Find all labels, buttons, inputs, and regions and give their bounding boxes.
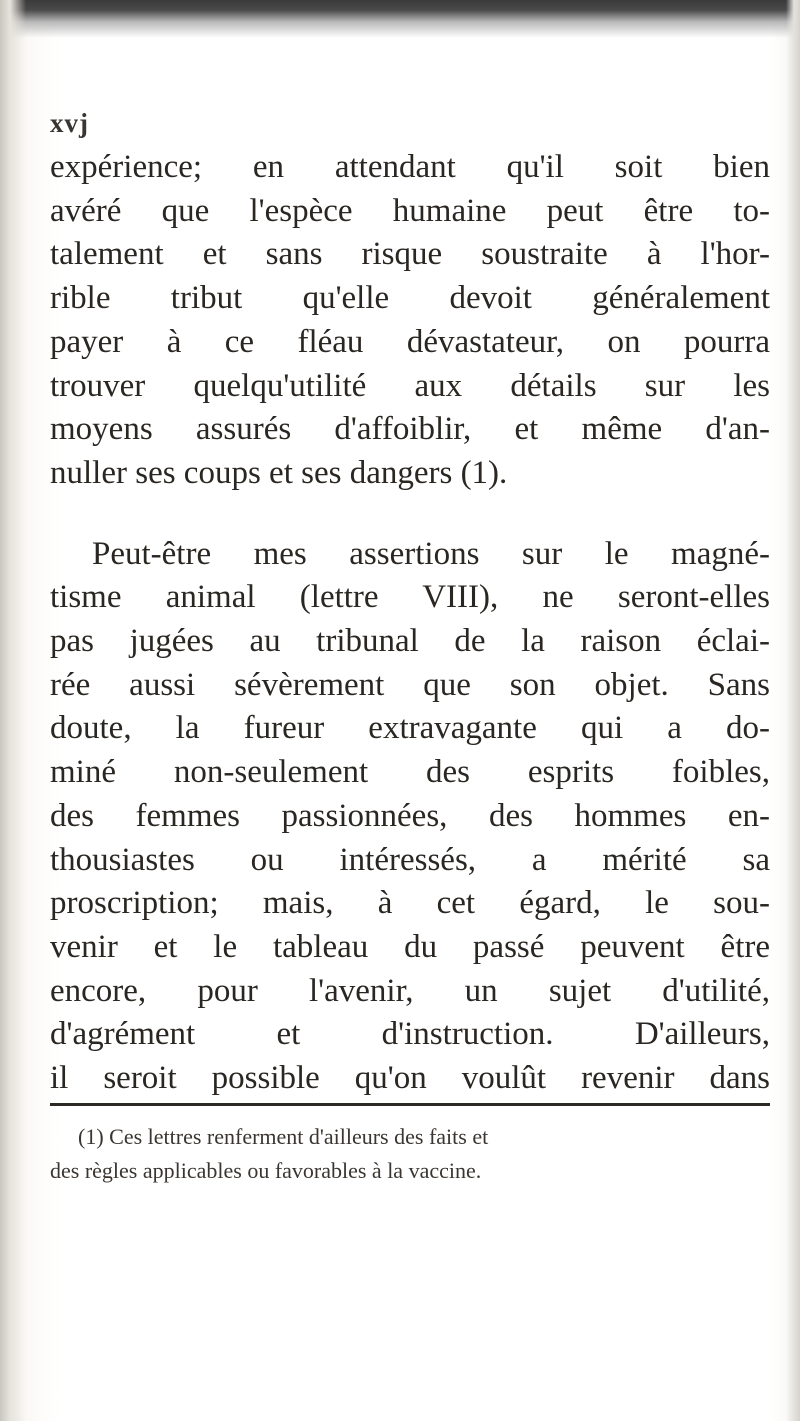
text-line: rible tribut qu'elle devoit généralement [50, 280, 770, 317]
text-line: payer à ce fléau dévastateur, on pourra [50, 323, 770, 360]
footnote-line: des règles applicables ou favorables à la vaccine. [50, 1158, 482, 1183]
page-number: xvj [50, 108, 89, 138]
text-line: il seroit possible qu'on voulût revenir dans [50, 1060, 770, 1097]
text-line: miné non-seulement des esprits foibles, [50, 754, 770, 791]
text-line: avéré que l'espèce humaine peut être to- [50, 192, 770, 229]
text-line: expérience; en attendant qu'il soit bien [50, 149, 770, 185]
body-text [50, 146, 770, 1101]
page-top-shadow [0, 0, 800, 38]
paragraph-1 [50, 146, 770, 496]
text-line: moyens assurés d'affoiblir, et même d'an- [50, 411, 770, 448]
text-line: tisme animal (lettre VIII), ne seront-elles [50, 579, 770, 616]
text-line: doute, la fureur extravagante qui a do- [50, 710, 770, 747]
text-line: encore, pour l'avenir, un sujet d'utilité, [50, 972, 770, 1009]
text-line: des femmes passionnées, des hommes en- [50, 797, 770, 834]
text-line: pas jugées au tribunal de la raison éclai- [50, 623, 770, 660]
text-line: Peut-être mes assertions sur le magné- [92, 535, 770, 572]
text-line: rée aussi sévèrement que son objet. Sans [50, 666, 770, 703]
text-line: thousiastes ou intéressés, a mérité sa [50, 841, 770, 878]
text-line: venir et le tableau du passé peuvent être [50, 928, 770, 965]
page-right-edge [786, 0, 800, 1421]
text-line: proscription; mais, à cet égard, le sou- [50, 885, 770, 922]
text-line: nuller ses coups et ses dangers (1). [50, 454, 508, 491]
text-line: talement et sans risque soustraite à l'hor- [50, 236, 770, 273]
text-line: trouver quelqu'utilité aux détails sur les [50, 367, 770, 404]
footnote [50, 1120, 770, 1188]
page-gutter-shadow [0, 0, 26, 1421]
footnote-separator [50, 1103, 770, 1106]
text-line: d'agrément et d'instruction. D'ailleurs, [50, 1016, 770, 1053]
paragraph-2 [50, 533, 770, 1101]
footnote-line: (1) Ces lettres renferment d'ailleurs des faits et [78, 1124, 489, 1149]
paragraph-spacer [50, 496, 770, 533]
